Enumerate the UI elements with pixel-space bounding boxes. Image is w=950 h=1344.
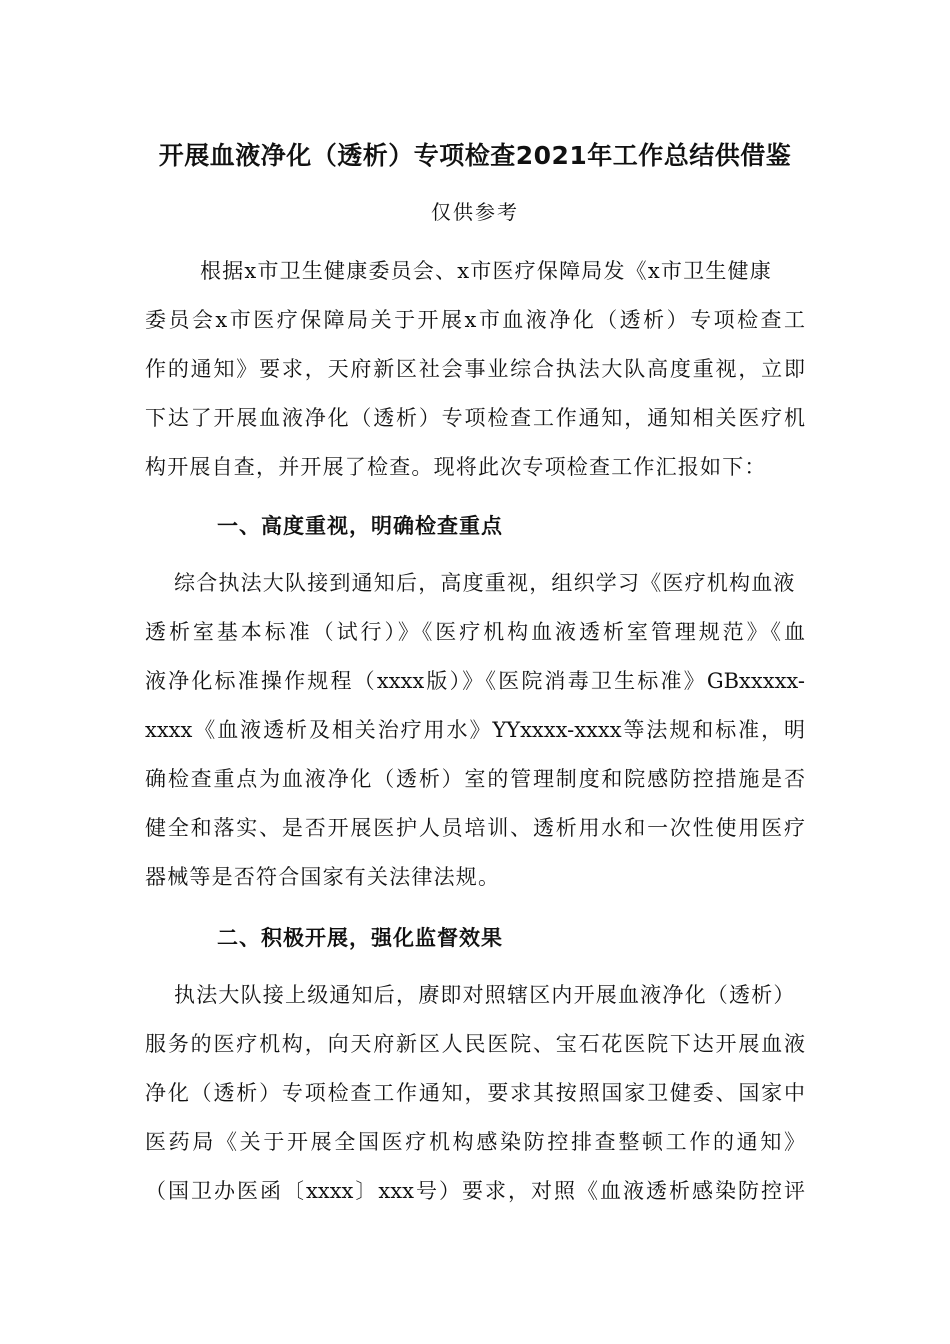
intro-line: 委员会x市医疗保障局关于开展x市血液净化（透析）专项检查工 — [145, 308, 805, 332]
intro-line: 作的通知》要求，天府新区社会事业综合执法大队高度重视，立即 — [145, 357, 805, 381]
section-line: 透析室基本标准（试行）》《医疗机构血液透析室管理规范》《血 — [145, 620, 805, 644]
section-line: 器械等是否符合国家有关法律法规。 — [145, 865, 501, 889]
section-line: xxxx《血液透析及相关治疗用水》YYxxxx-xxxx等法规和标准，明 — [145, 718, 805, 742]
section-line: 液净化标准操作规程（xxxx版）》《医院消毒卫生标准》GBxxxxx- — [145, 669, 805, 693]
section-line: 执法大队接上级通知后，赓即对照辖区内开展血液净化（透析） — [174, 983, 796, 1007]
intro-line: 根据x市卫生健康委员会、x市医疗保障局发《x市卫生健康 — [200, 259, 772, 283]
section-line: 健全和落实、是否开展医护人员培训、透析用水和一次性使用医疗 — [145, 816, 805, 840]
section-line: 确检查重点为血液净化（透析）室的管理制度和院感防控措施是否 — [145, 767, 805, 791]
intro-line: 下达了开展血液净化（透析）专项检查工作通知，通知相关医疗机 — [145, 406, 805, 430]
section-heading: 一、高度重视，明确检查重点 — [217, 514, 503, 538]
section-line: 综合执法大队接到通知后，高度重视，组织学习《医疗机构血液 — [174, 571, 796, 595]
document-title: 开展血液净化（透析）专项检查2021年工作总结供借鉴 — [158, 141, 792, 170]
section-line: 净化（透析）专项检查工作通知，要求其按照国家卫健委、国家中 — [145, 1081, 805, 1105]
document-subtitle: 仅供参考 — [431, 200, 519, 224]
section-line: （国卫办医函〔xxxx〕xxx号）要求，对照《血液透析感染防控评 — [145, 1179, 805, 1203]
section-line: 医药局《关于开展全国医疗机构感染防控排查整顿工作的通知》 — [145, 1130, 805, 1154]
intro-line: 构开展自查，并开展了检查。现将此次专项检查工作汇报如下： — [145, 455, 767, 479]
section-line: 服务的医疗机构，向天府新区人民医院、宝石花医院下达开展血液 — [145, 1032, 805, 1056]
section-heading: 二、积极开展，强化监督效果 — [217, 926, 503, 950]
